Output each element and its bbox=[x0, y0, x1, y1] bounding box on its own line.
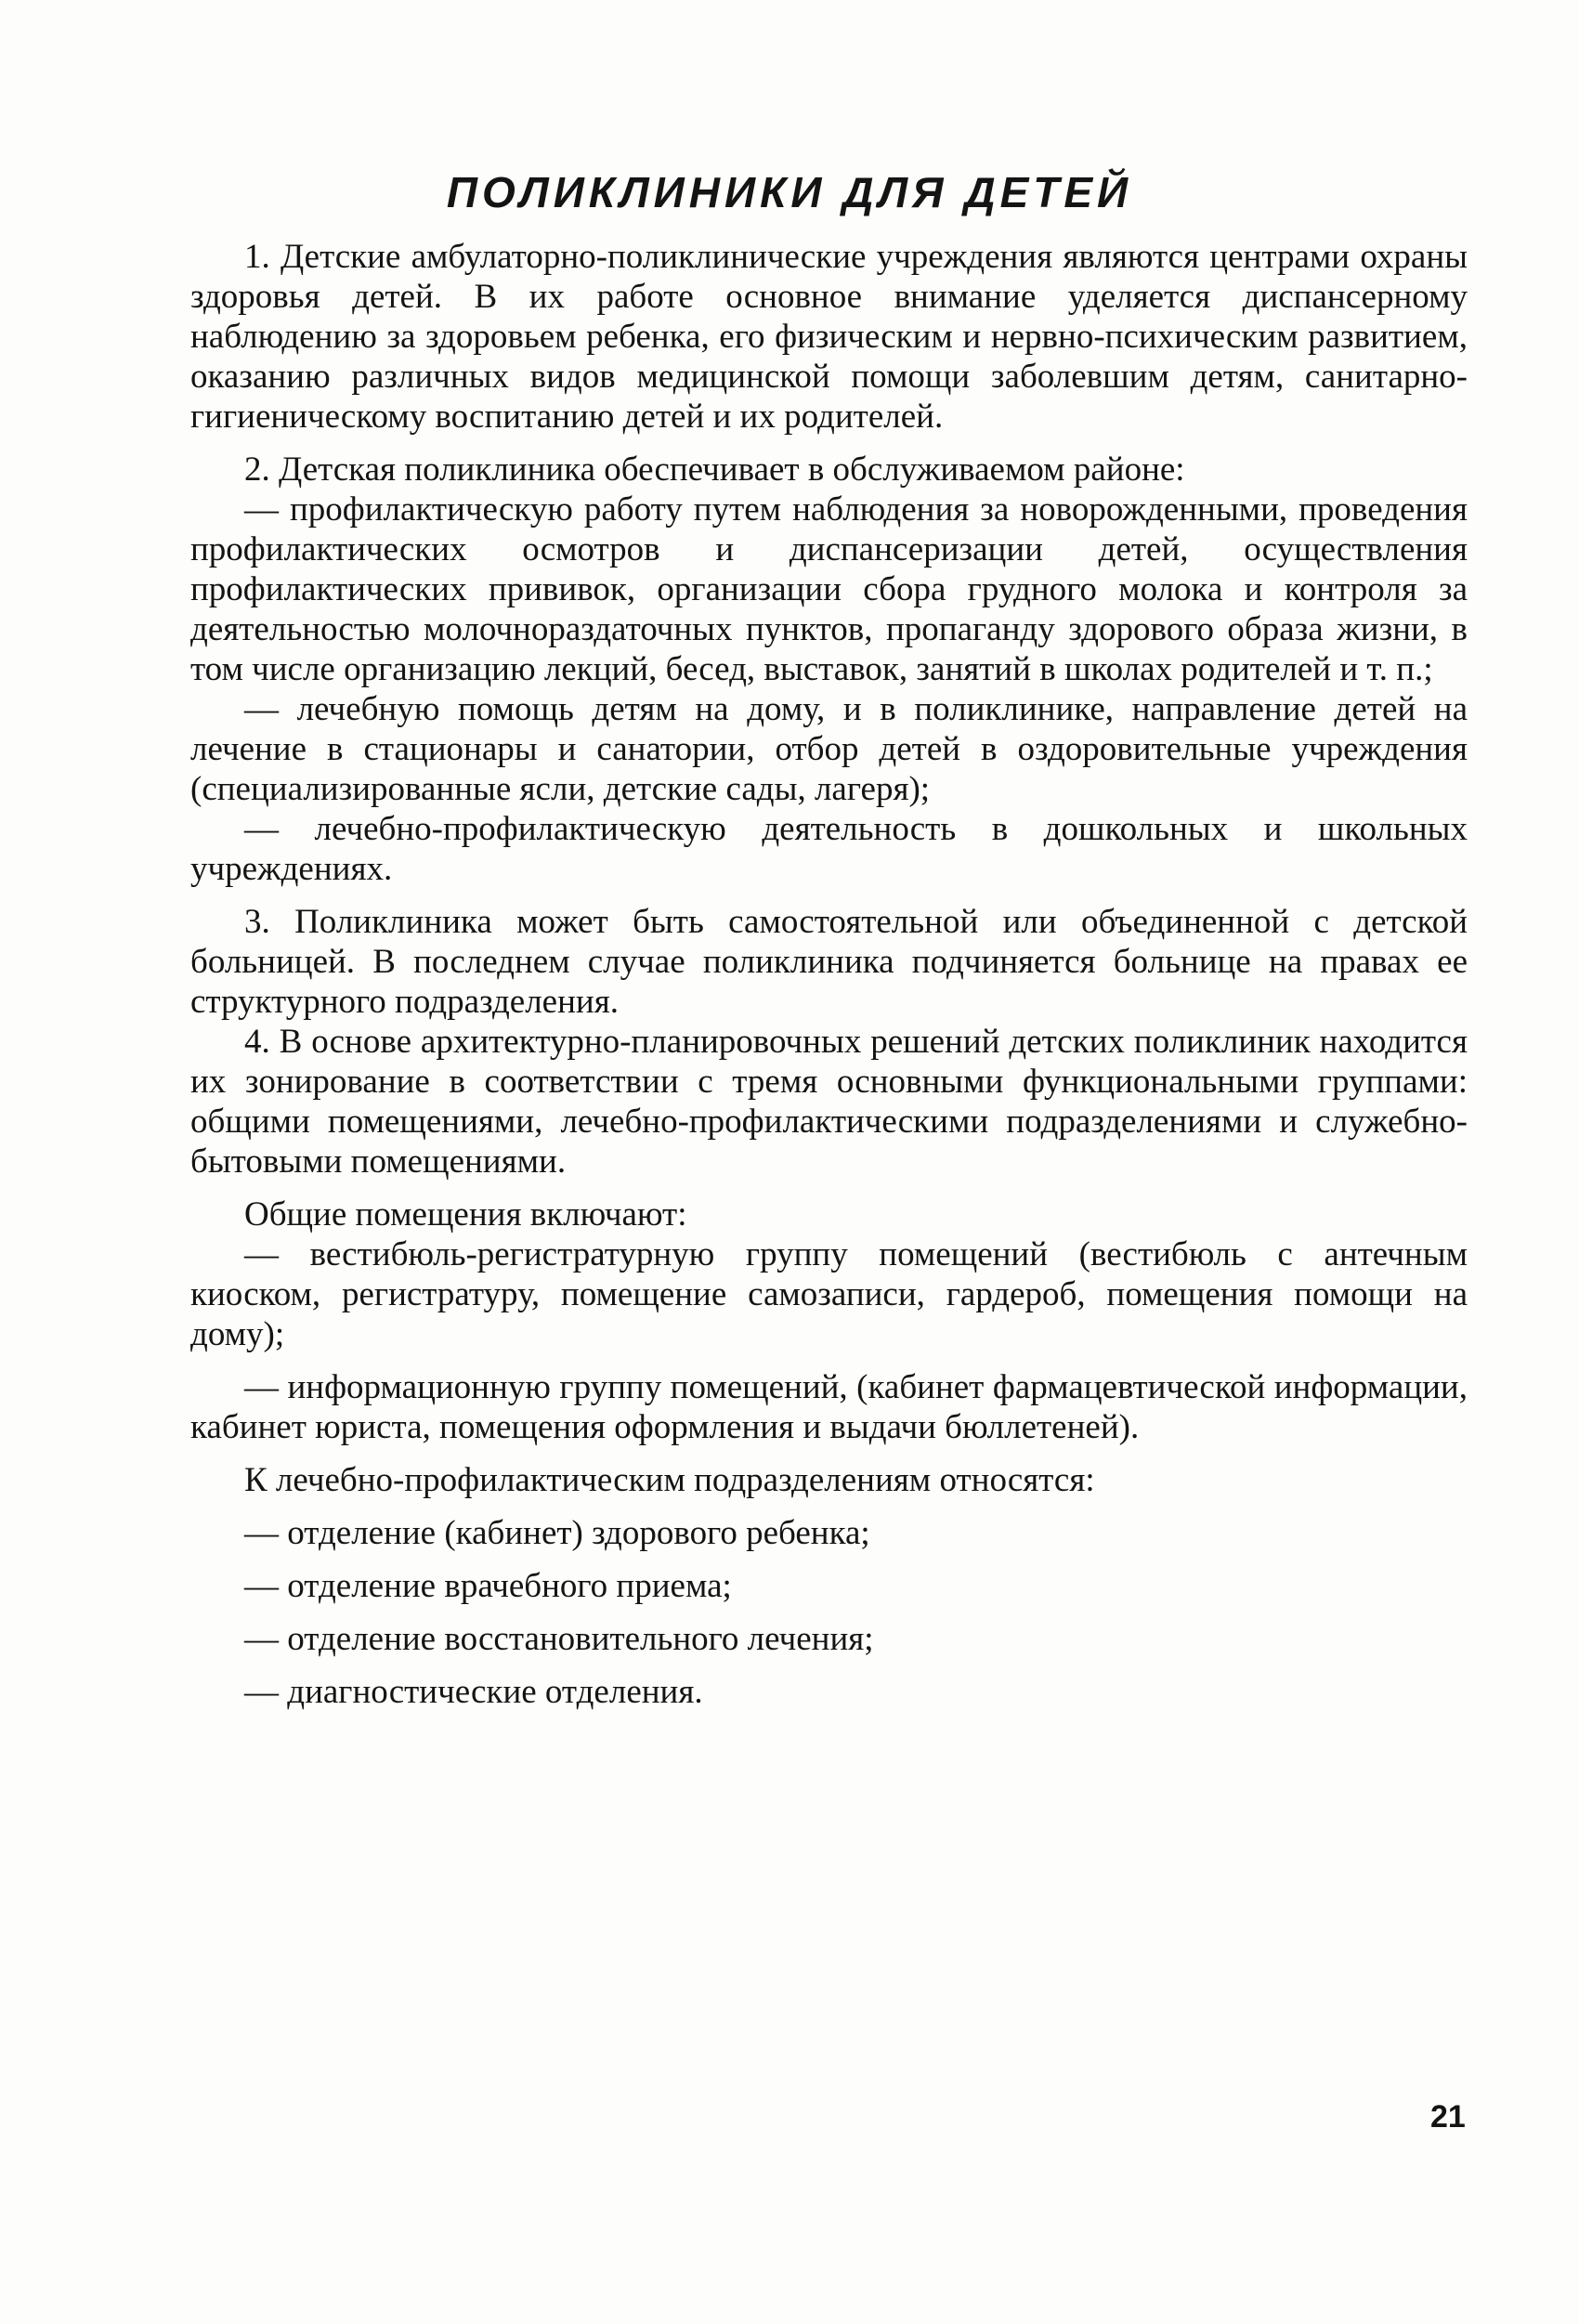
paragraph-4: 4. В основе архитектурно-планировочных решений детских поликлиник находится их зонирование в соответствии с тремя основными функциональными группами: общими помещениями, лечебно-профилактическими подразделениями и служебно-бытовыми помещениями. bbox=[190, 1023, 1468, 1181]
paragraph-2: 2. Детская поликлиника обеспечивает в обслуживаемом районе: bbox=[244, 450, 1185, 489]
common-rooms-heading: Общие помещения включают: bbox=[244, 1195, 687, 1234]
paragraph-3: 3. Поликлиника может быть самостоятельной или объединенной с детской больницей. В последнем случае поликлиника подчиняется больнице на правах ее структурного подразделения. bbox=[190, 903, 1468, 1021]
list-item-schools: — лечебно-профилактическую деятельность в дошкольных и школьных учреждениях. bbox=[190, 810, 1468, 888]
list-item-diagnostic: — диагностические отделения. bbox=[244, 1673, 703, 1711]
page-number: 21 bbox=[1430, 2099, 1466, 2135]
list-item-healthy-child: — отделение (кабинет) здорового ребенка; bbox=[244, 1514, 870, 1552]
list-item-vestibule: — вестибюль-регистратурную группу помещений (вестибюль с антечным киоском, регистратуру, помещение самозаписи, гардероб, помещения помощи на дому); bbox=[190, 1235, 1468, 1353]
list-item-rehabilitation: — отделение восстановительного лечения; bbox=[244, 1620, 874, 1658]
page-title: ПОЛИКЛИНИКИ ДЛЯ ДЕТЕЙ bbox=[446, 168, 1133, 216]
list-item-treatment: — лечебную помощь детям на дому, и в поликлинике, направление детей на лечение в стационары и санатории, отбор детей в оздоровительные учреждения (специализированные ясли, детские сады, лагеря); bbox=[190, 690, 1468, 808]
paragraph-1: 1. Детские амбулаторно-поликлинические учреждения являются центрами охраны здоровья детей. В их работе основное внимание уделяется диспансерному наблюдению за здоровьем ребенка, его физическим и нервно-психическим развитием, оказанию различных видов медицинской помощи заболевшим детям, санитарно-гигиеническому воспитанию детей и их родителей. bbox=[190, 238, 1468, 436]
body-text bbox=[190, 237, 1468, 1712]
list-item-information: — информационную группу помещений, (кабинет фармацевтической информации, кабинет юриста, помещения оформления и выдачи бюллетеней). bbox=[190, 1368, 1468, 1446]
list-item-reception: — отделение врачебного приема; bbox=[244, 1567, 732, 1605]
medical-units-heading: К лечебно-профилактическим подразделениям относятся: bbox=[244, 1461, 1095, 1499]
list-item-prophylactic: — профилактическую работу путем наблюдения за новорожденными, проведения профилактических осмотров и диспансеризации детей, осуществления профилактических прививок, организации сбора грудного молока и контроля за деятельностью молочнораздаточных пунктов, пропаганду здорового образа жизни, в том числе организацию лекций, бесед, выставок, занятий в школах родителей и т. п.; bbox=[190, 490, 1468, 688]
